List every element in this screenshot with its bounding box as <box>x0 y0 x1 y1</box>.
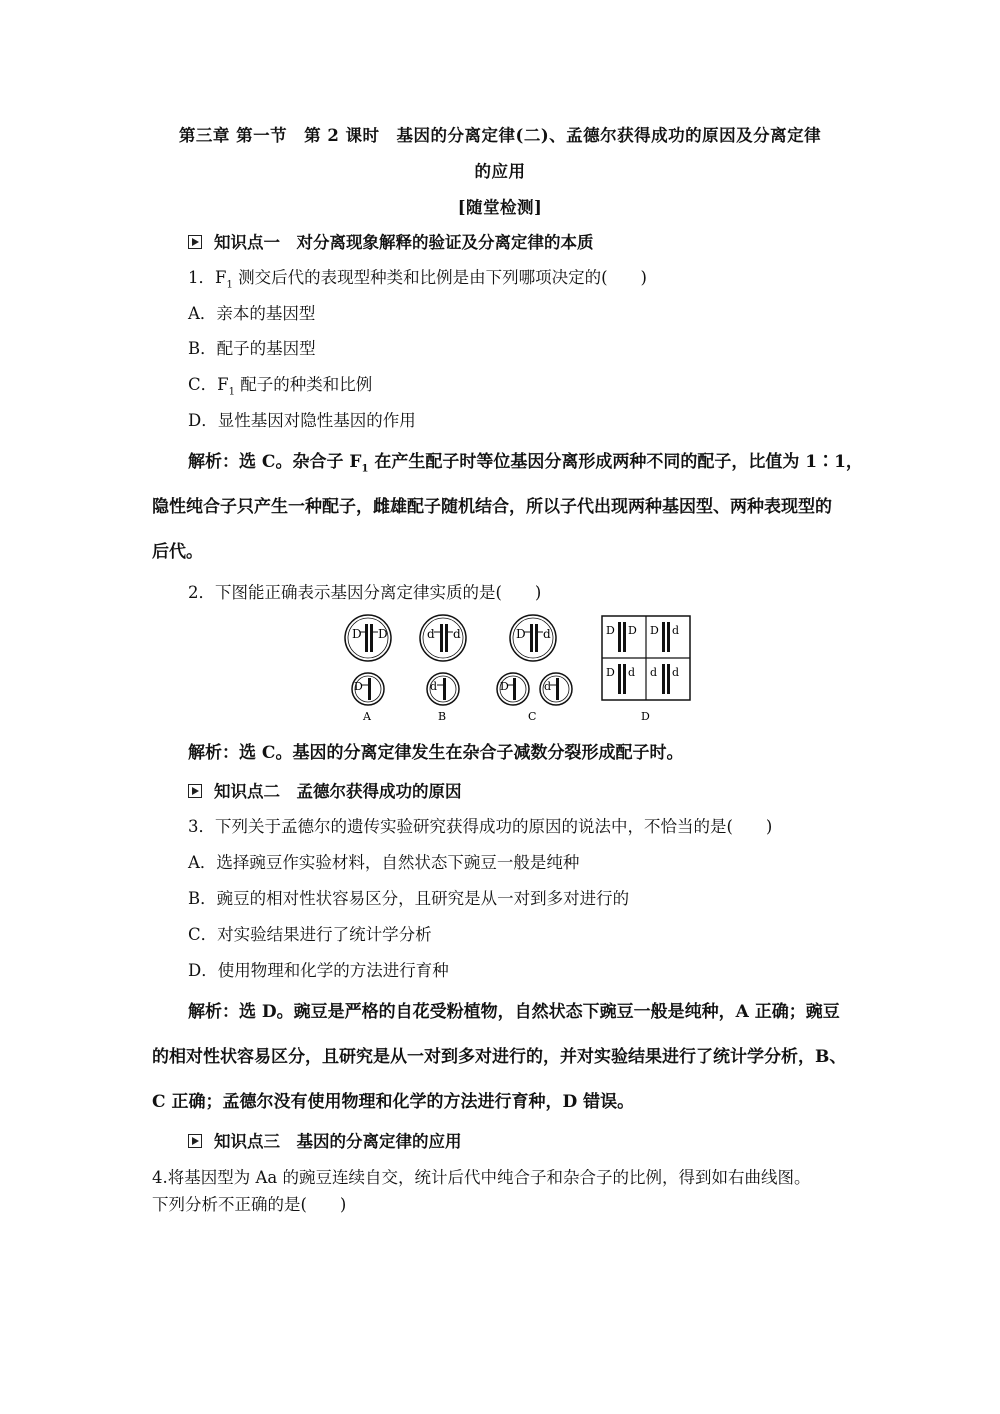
question-3-option-c: C．对实验结果进行了统计学分析 <box>188 925 432 944</box>
gene-separation-figure <box>330 612 700 724</box>
allele-label: D <box>354 680 363 693</box>
text: C．F <box>188 375 229 394</box>
allele-label: D <box>352 627 362 641</box>
question-1-answer-line-3: 后代。 <box>152 542 203 562</box>
subscript: 1 <box>228 386 235 398</box>
question-1-option-d: D．显性基因对隐性基因的作用 <box>188 411 416 430</box>
question-3-stem: 3．下列关于孟德尔的遗传实验研究获得成功的原因的说法中，不恰当的是( ) <box>188 817 773 836</box>
play-icon <box>188 1134 202 1148</box>
question-3-option-b: B．豌豆的相对性状容易区分，且研究是从一对到多对进行的 <box>188 889 630 908</box>
allele-label: d <box>430 680 438 693</box>
allele-label: D <box>628 624 637 637</box>
allele-label: D <box>378 627 388 641</box>
text: 解析：选 C。杂合子 F <box>188 452 362 472</box>
section-heading-text: 知识点二 孟德尔获得成功的原因 <box>214 782 462 801</box>
allele-label: d <box>672 624 680 637</box>
question-4-stem-line-2: 下列分析不正确的是( ) <box>152 1195 347 1214</box>
allele-label: D <box>606 624 615 637</box>
allele-label: d <box>544 680 552 693</box>
question-3-option-d: D．使用物理和化学的方法进行育种 <box>188 961 449 980</box>
text: 在产生配子时等位基因分离形成两种不同的配子，比值为 1∶1， <box>368 452 863 472</box>
section-heading-1 <box>188 229 594 253</box>
question-1-stem <box>188 264 647 290</box>
allele-label: d <box>650 666 658 679</box>
allele-label: d <box>427 627 435 641</box>
play-icon <box>188 784 202 798</box>
figure-label-c: C <box>528 710 537 723</box>
page-title-continued: 的应用 <box>474 162 526 181</box>
text: 测交后代的表现型种类和比例是由下列哪项决定的( ) <box>232 268 647 287</box>
play-icon <box>188 235 202 249</box>
section-heading-text: 知识点一 对分离现象解释的验证及分离定律的本质 <box>214 233 594 252</box>
text: 配子的种类和比例 <box>234 375 373 394</box>
allele-label: d <box>628 666 636 679</box>
question-2-answer: 解析：选 C。基因的分离定律发生在杂合子减数分裂形成配子时。 <box>188 743 684 763</box>
question-4-stem-line-1: 4.将基因型为 Aa 的豌豆连续自交，统计后代中纯合子和杂合子的比例，得到如右曲线图。 <box>152 1168 811 1187</box>
question-1-option-c <box>188 371 372 397</box>
section-heading-2 <box>188 778 462 802</box>
question-1-answer-line-1 <box>188 447 863 474</box>
question-3-answer-line-2: 的相对性状容易区分，且研究是从一对到多对进行的，并对实验结果进行了统计学分析，B、 <box>152 1047 847 1067</box>
allele-label: D <box>516 627 526 641</box>
section-heading-3 <box>188 1128 462 1152</box>
figure-label-d: D <box>641 710 650 723</box>
section-heading-text: 知识点三 基因的分离定律的应用 <box>214 1132 462 1151</box>
question-1-option-b: B．配子的基因型 <box>188 339 316 358</box>
question-1-option-a: A．亲本的基因型 <box>188 304 316 323</box>
question-1-answer-line-2: 隐性纯合子只产生一种配子，雌雄配子随机结合，所以子代出现两种基因型、两种表现型的 <box>152 497 832 517</box>
figure-label-b: B <box>438 710 447 723</box>
allele-label: D <box>606 666 615 679</box>
subscript: 1 <box>361 463 369 475</box>
allele-label: D <box>650 624 659 637</box>
subscript: 1 <box>226 279 233 291</box>
allele-label: d <box>453 627 461 641</box>
question-3-option-a: A．选择豌豆作实验材料，自然状态下豌豆一般是纯种 <box>188 853 580 872</box>
page-title: 第三章 第一节 第 2 课时 基因的分离定律(二)、孟德尔获得成功的原因及分离定律 <box>178 126 822 145</box>
section-subtitle: [随堂检测] <box>457 198 543 217</box>
allele-label: d <box>672 666 680 679</box>
question-2-stem: 2．下图能正确表示基因分离定律实质的是( ) <box>188 583 542 602</box>
question-3-answer-line-3: C 正确；孟德尔没有使用物理和化学的方法进行育种，D 错误。 <box>152 1092 635 1112</box>
text: 1．F <box>188 268 227 287</box>
allele-label: D <box>500 680 509 693</box>
figure-label-a: A <box>363 710 371 723</box>
question-3-answer-line-1: 解析：选 D。豌豆是严格的自花受粉植物，自然状态下豌豆一般是纯种，A 正确；豌豆 <box>188 1002 840 1022</box>
allele-label: d <box>543 627 551 641</box>
